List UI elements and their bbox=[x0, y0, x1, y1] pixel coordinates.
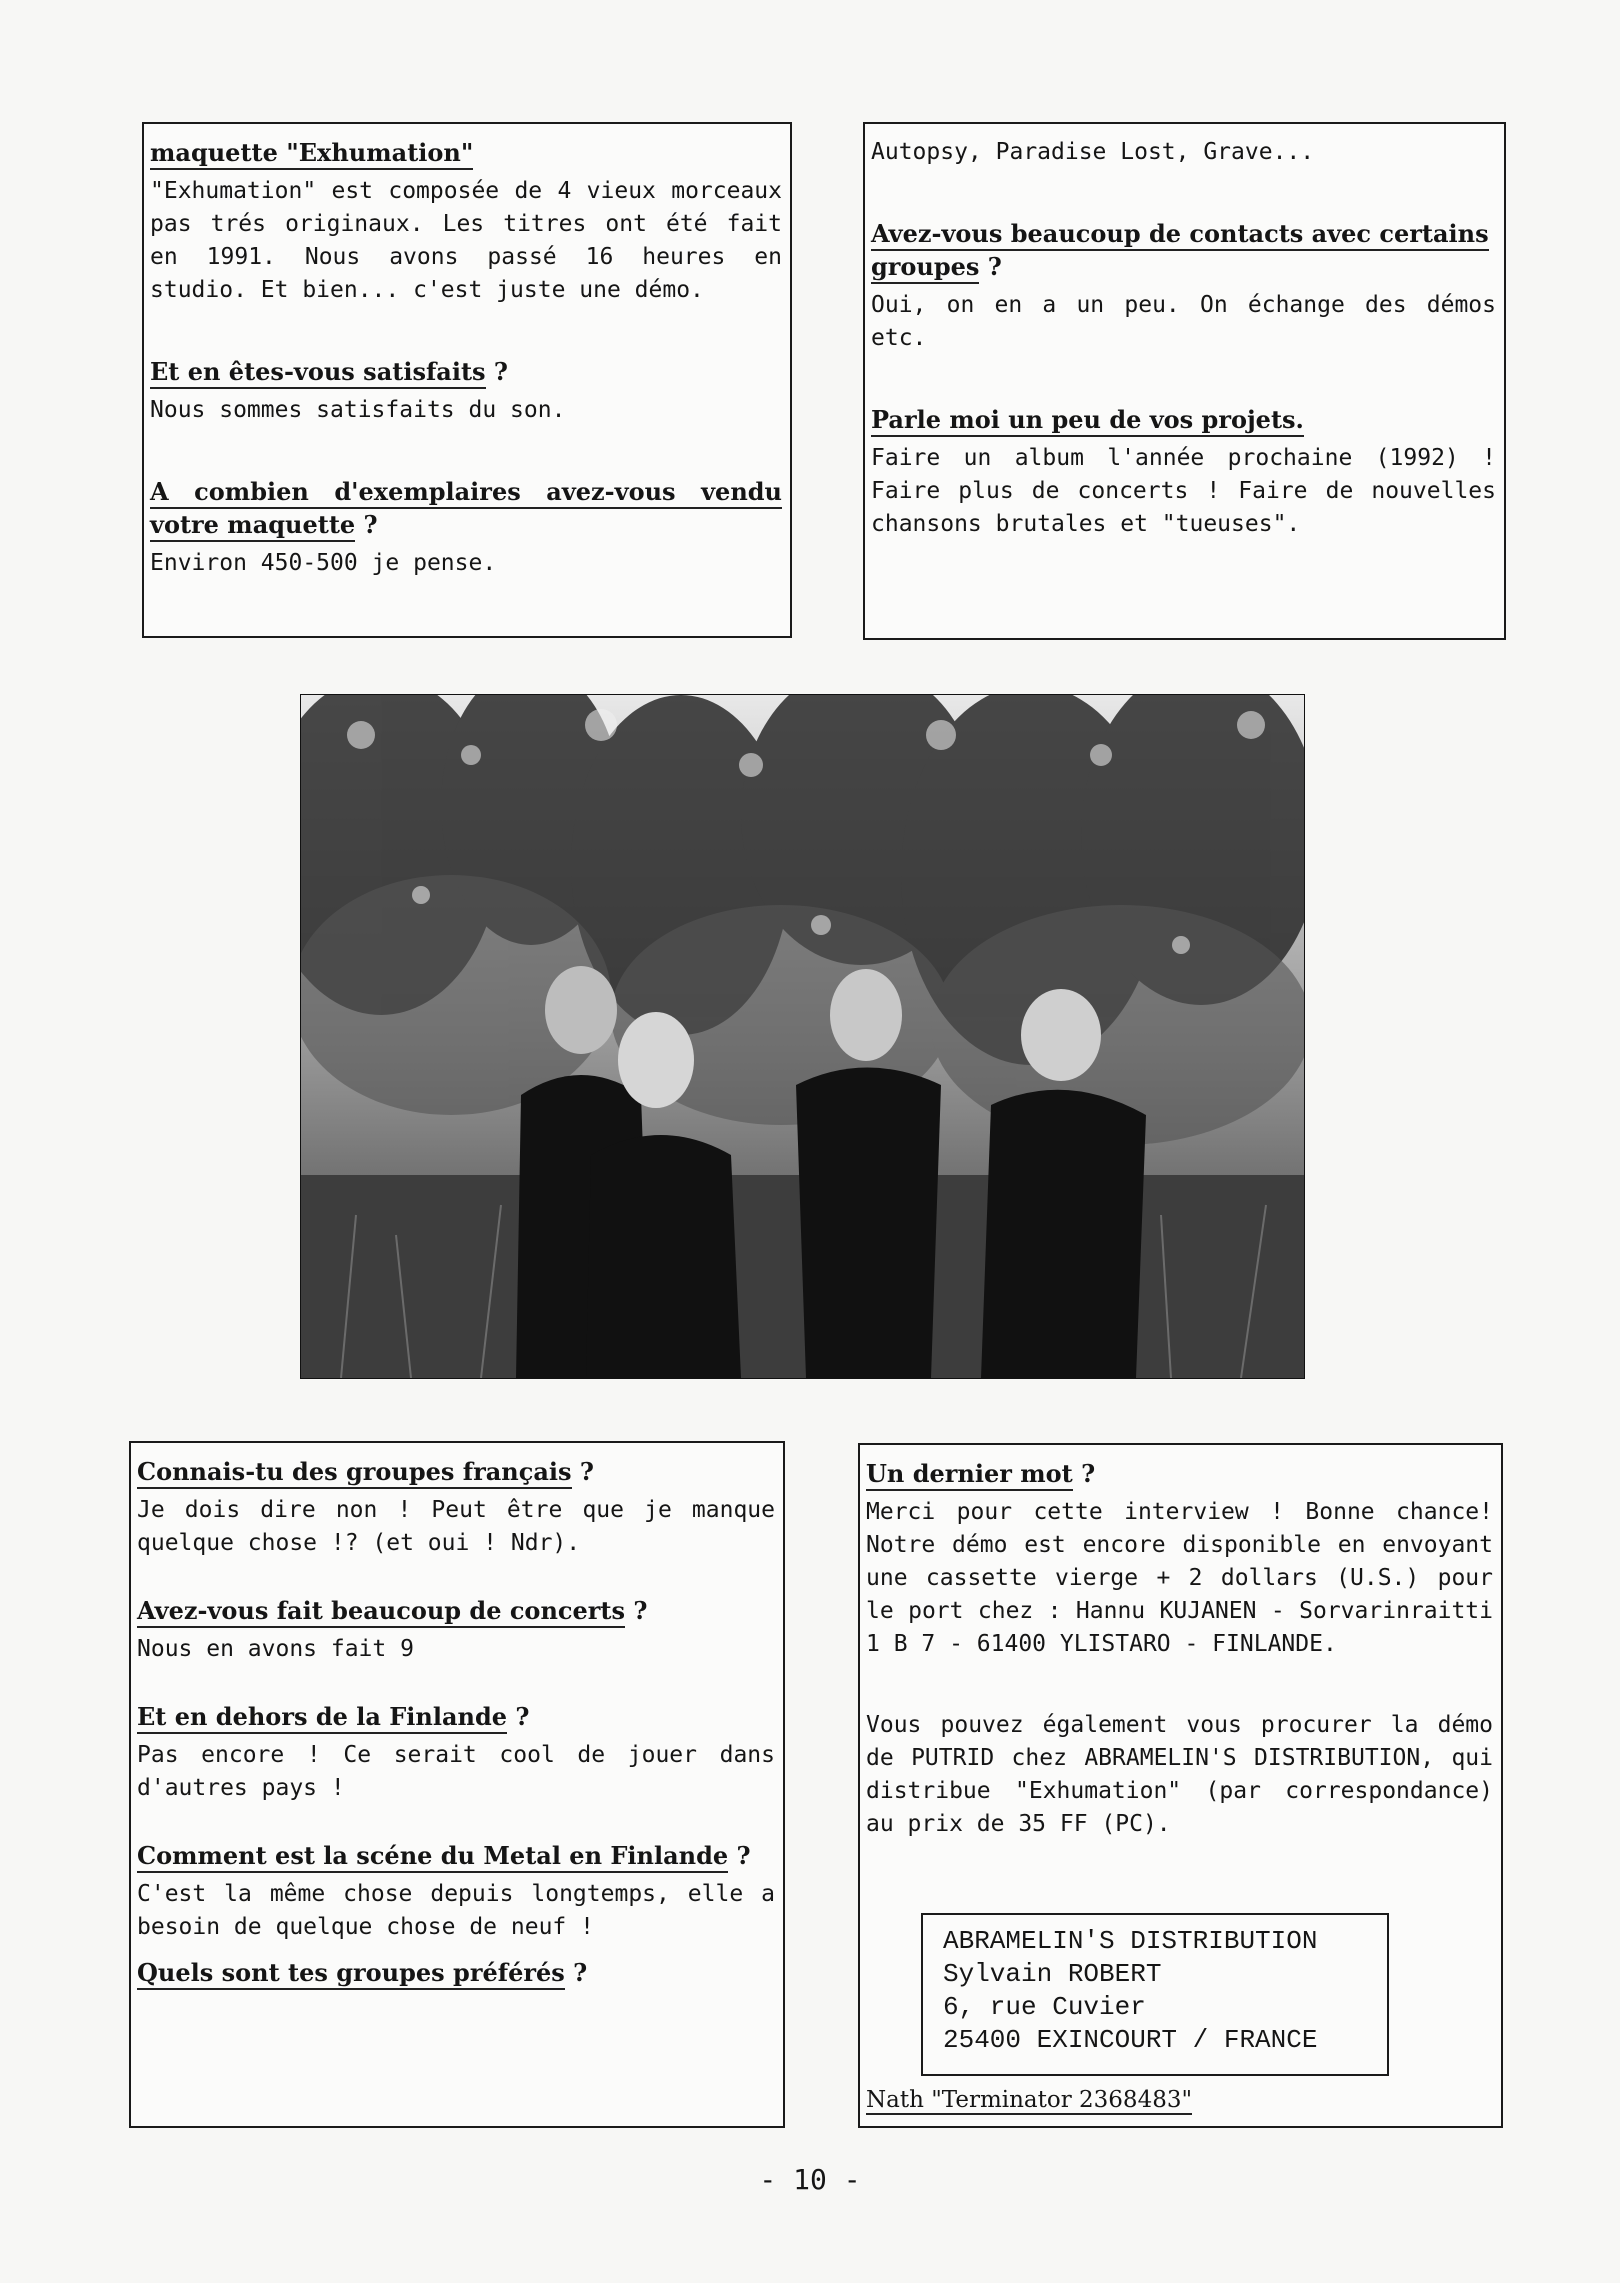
answer-dernier-mot: Merci pour cette interview ! Bonne chance! Notre démo est encore disponible en envoyant une cassette vierge + 2 dollars (U.S.) pour le port chez : Hannu KUJANEN - Sorvarinraitti 1 B 7 - 61400 YLISTARO - FINLANDE. bbox=[866, 1499, 1493, 1657]
address-line-4: 25400 EXINCOURT / FRANCE bbox=[943, 2025, 1318, 2055]
question-concerts: Avez-vous fait beaucoup de concerts bbox=[137, 1596, 625, 1628]
page-number: - 10 - bbox=[759, 2163, 861, 2196]
question-groupes-preferes: Quels sont tes groupes préférés bbox=[137, 1958, 565, 1990]
answer-satisfaits: Nous sommes satisfaits du son. bbox=[150, 397, 566, 423]
answer-finlande: Pas encore ! Ce serait cool de jouer dans d'autres pays ! bbox=[137, 1742, 775, 1801]
band-photo-image bbox=[301, 695, 1304, 1378]
question-satisfaits: Et en êtes-vous satisfaits bbox=[150, 357, 486, 389]
answer-groupes-francais: Je dois dire non ! Peut être que je manque quelque chose !? (et oui ! Ndr). bbox=[137, 1497, 775, 1556]
answer-contacts: Oui, on en a un peu. On échange des démos etc. bbox=[871, 292, 1496, 351]
interview-box-contacts: Autopsy, Paradise Lost, Grave... Avez-vous beaucoup de contacts avec certains groupes ? Oui, on en a un peu. On échange des démos etc. Parle moi un peu de vos projets. Faire un album l'année prochaine (1992) ! Faire plus de concerts ! Faire de nouvelles chansons brutales et "tueuses". bbox=[863, 122, 1506, 640]
heading-maquette: maquette "Exhumation" bbox=[150, 138, 473, 170]
interview-box-dernier-mot: Un dernier mot ? Merci pour cette interview ! Bonne chance! Notre démo est encore disponible en envoyant une cassette vierge + 2 dollars (U.S.) pour le port chez : Hannu KUJANEN - Sorvarinraitti 1 B 7 - 61400 YLISTARO - FINLANDE. Vous pouvez également vous procurer la démo de PUTRID chez ABRAMELIN'S DISTRIBUTION, qui distribue "Exhumation" (par correspondance) au prix de 35 FF (PC). bbox=[858, 1443, 1503, 2128]
answer-distribution: Vous pouvez également vous procurer la démo de PUTRID chez ABRAMELIN'S DISTRIBUTION, qui distribue "Exhumation" (par correspondance) au prix de 35 FF (PC). bbox=[866, 1712, 1493, 1837]
question-groupes-francais: Connais-tu des groupes français bbox=[137, 1457, 572, 1489]
interview-box-groupes: Connais-tu des groupes français ? Je dois dire non ! Peut être que je manque quelque chose !? (et oui ! Ndr). Avez-vous fait beaucoup de concerts ? Nous en avons fait 9 Et en dehors de la Finlande ? Pas encore ! Ce serait cool de jouer dans d'autres pays ! Comment est la scéne du Metal en Finlande ? C'est la même chose depuis longtemps, elle a besoin de quelque chose de neuf ! Quels sont tes groupes préférés ? bbox=[129, 1441, 785, 2128]
answer-scene-metal: C'est la même chose depuis longtemps, elle a besoin de quelque chose de neuf ! bbox=[137, 1881, 775, 1940]
answer-influences: Autopsy, Paradise Lost, Grave... bbox=[871, 139, 1315, 165]
interview-box-exhumation: maquette "Exhumation" "Exhumation" est composée de 4 vieux morceaux pas trés originaux. Les titres ont été fait en 1991. Nous avons passé 16 heures en studio. Et bien... c'est juste une démo. Et en êtes-vous satisfaits ? Nous sommes satisfaits du son. A combien d'exemplaires avez-vous vendu votre maquette ? Environ 450-500 je pense. bbox=[142, 122, 792, 638]
address-line-1: ABRAMELIN'S DISTRIBUTION bbox=[943, 1926, 1318, 1956]
question-dernier-mot: Un dernier mot bbox=[866, 1459, 1073, 1491]
address-line-2: Sylvain ROBERT bbox=[943, 1959, 1162, 1989]
answer-exemplaires: Environ 450-500 je pense. bbox=[150, 550, 497, 576]
question-projets: Parle moi un peu de vos projets. bbox=[871, 405, 1304, 437]
address-line-3: 6, rue Cuvier bbox=[943, 1992, 1146, 2022]
question-finlande: Et en dehors de la Finlande bbox=[137, 1702, 507, 1734]
address-block bbox=[921, 1913, 1389, 2076]
band-photo bbox=[300, 694, 1305, 1379]
signature: Nath "Terminator 2368483" bbox=[866, 2087, 1193, 2113]
question-scene-metal: Comment est la scéne du Metal en Finlande bbox=[137, 1841, 728, 1873]
answer-exhumation: "Exhumation" est composée de 4 vieux morceaux pas trés originaux. Les titres ont été fait en 1991. Nous avons passé 16 heures en studio. Et bien... c'est juste une démo. bbox=[150, 178, 782, 303]
answer-projets: Faire un album l'année prochaine (1992) ! Faire plus de concerts ! Faire de nouvelles chansons brutales et "tueuses". bbox=[871, 445, 1496, 537]
question-exemplaires: A combien d'exemplaires avez-vous vendu votre maquette bbox=[150, 477, 782, 542]
question-contacts: Avez-vous beaucoup de contacts avec certains groupes bbox=[871, 219, 1489, 284]
answer-concerts: Nous en avons fait 9 bbox=[137, 1636, 414, 1662]
